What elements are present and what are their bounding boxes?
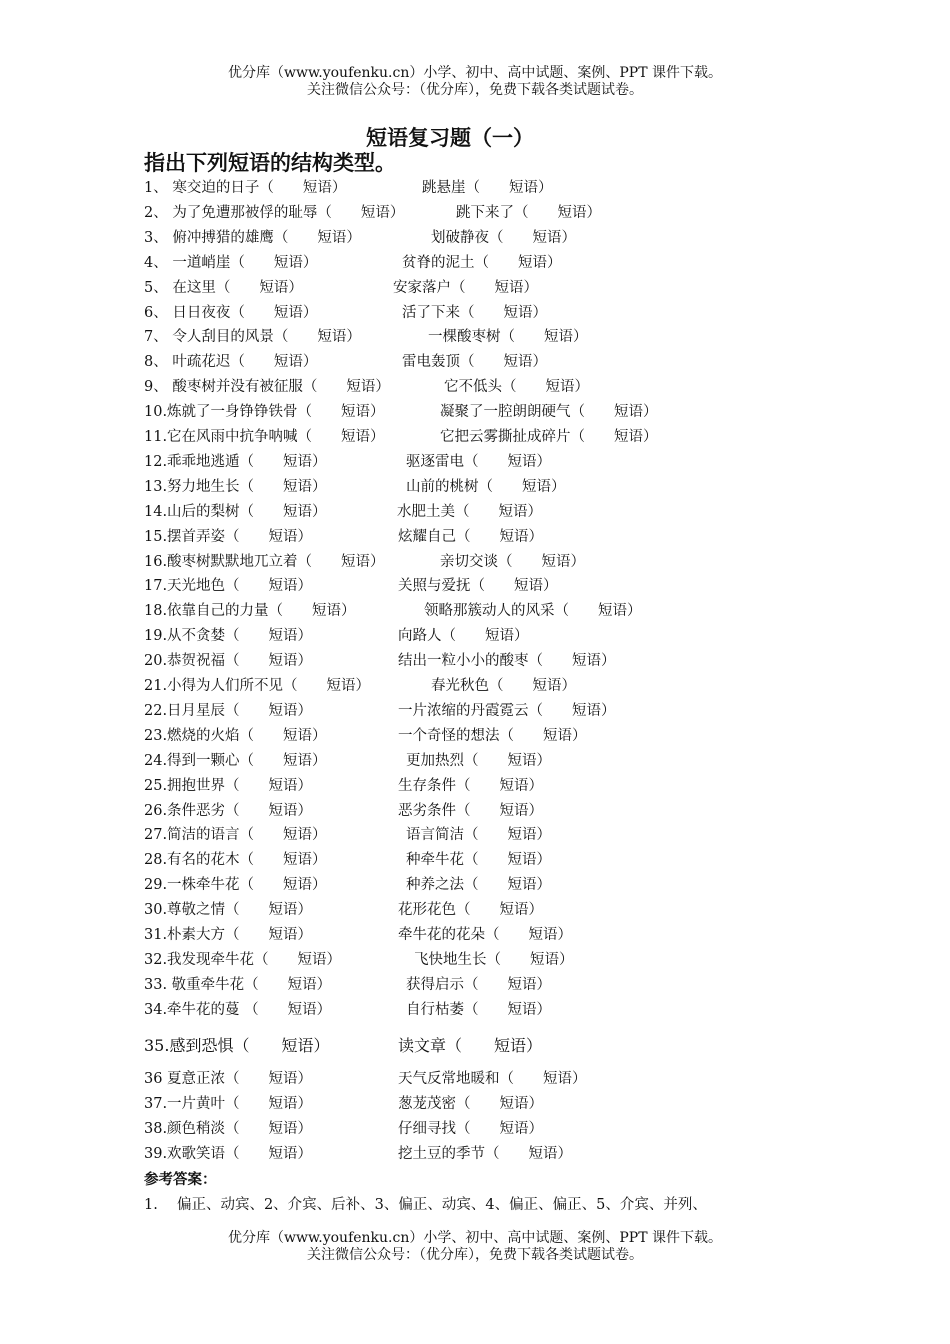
- exercise-item-left: 28.有名的花木（ 短语）: [144, 852, 327, 869]
- page-title: 短语复习题（一）: [366, 126, 534, 150]
- exercise-item-left: 2、 为了免遭那被俘的耻辱（ 短语）: [144, 204, 405, 221]
- exercise-item-right: 仔细寻找（ 短语）: [398, 1120, 543, 1137]
- exercise-item-left: 32.我发现牵牛花（ 短语）: [144, 951, 342, 968]
- exercise-item-right: 恶劣条件（ 短语）: [398, 802, 543, 819]
- page-header: [0, 65, 950, 99]
- exercise-item-right: 葱茏茂密（ 短语）: [398, 1096, 543, 1112]
- exercise-item-left: 14.山后的梨树（ 短语）: [144, 503, 327, 520]
- footer-line-2: 关注微信公众号：（优分库），免费下载各类试题试卷。: [307, 1247, 643, 1263]
- exercise-item-right: 一片浓缩的丹霞霓云（ 短语）: [398, 702, 616, 719]
- header-line-1: 优分库（www.youfenku.cn）小学、初中、高中试题、案例、PPT 课件下载。: [227, 65, 722, 81]
- exercise-item-left: 22.日月星辰（ 短语）: [144, 702, 313, 719]
- exercise-item-right: 跳下来了（ 短语）: [456, 204, 601, 221]
- exercise-item-right: 种牵牛花（ 短语）: [406, 852, 551, 869]
- exercise-item-right: 亲切交谈（ 短语）: [440, 553, 585, 570]
- exercise-item-left: 35.感到恐惧（ 短语）: [144, 1036, 330, 1055]
- exercise-item-left: 29.一株牵牛花（ 短语）: [144, 877, 327, 894]
- exercise-item-left: 16.酸枣树默默地兀立着（ 短语）: [144, 553, 385, 570]
- exercise-item-right: 语言简洁（ 短语）: [406, 827, 551, 844]
- exercise-item-right: 天气反常地暖和（ 短语）: [398, 1071, 587, 1087]
- answers-line: 1. 偏正、动宾、2、介宾、后补、3、偏正、动宾、4、偏正、偏正、5、介宾、并列、: [144, 1197, 707, 1213]
- exercise-item-left: 33. 敬重牵牛花（ 短语）: [144, 976, 332, 993]
- exercise-item-left: 19.从不贪婪（ 短语）: [144, 628, 313, 645]
- answers-label: 参考答案：: [144, 1171, 217, 1188]
- exercise-item-right: 一个奇怪的想法（ 短语）: [398, 727, 587, 744]
- exercise-item-right: 山前的桃树（ 短语）: [406, 478, 566, 495]
- exercise-item-right: 结出一粒小小的酸枣（ 短语）: [398, 653, 616, 670]
- exercise-item-right: 飞快地生长（ 短语）: [414, 951, 574, 968]
- exercise-item-right: 领略那簇动人的风采（ 短语）: [424, 603, 642, 620]
- exercise-item-left: 15.摆首弄姿（ 短语）: [144, 528, 313, 545]
- exercise-item-right: 读文章（ 短语）: [398, 1036, 543, 1055]
- exercise-item-right: 种养之法（ 短语）: [406, 877, 551, 894]
- exercise-item-left: 20.恭贺祝福（ 短语）: [144, 653, 313, 670]
- exercise-item-left: 24.得到一颗心（ 短语）: [144, 752, 327, 769]
- exercise-item-right: 安家落户（ 短语）: [393, 279, 538, 296]
- exercise-item-left: 25.拥抱世界（ 短语）: [144, 777, 313, 794]
- exercise-item-left: 10.炼就了一身铮铮铁骨（ 短语）: [144, 404, 385, 421]
- exercise-item-right: 雷电轰顶（ 短语）: [402, 354, 547, 371]
- page-footer: [0, 1230, 950, 1264]
- instruction-heading: 指出下列短语的结构类型。: [144, 151, 396, 175]
- exercise-item-right: 炫耀自己（ 短语）: [398, 528, 543, 545]
- exercise-item-left: 4、 一道峭崖（ 短语）: [144, 254, 318, 271]
- exercise-item-left: 6、 日日夜夜（ 短语）: [144, 304, 318, 321]
- exercise-item-right: 花形花色（ 短语）: [398, 902, 543, 919]
- exercise-item-left: 18.依靠自己的力量（ 短语）: [144, 603, 356, 620]
- exercise-item-left: 26.条件恶劣（ 短语）: [144, 802, 313, 819]
- footer-line-1: 优分库（www.youfenku.cn）小学、初中、高中试题、案例、PPT 课件下载。: [227, 1230, 722, 1246]
- exercise-item-left: 23.燃烧的火焰（ 短语）: [144, 727, 327, 744]
- exercise-item-right: 关照与爱抚（ 短语）: [398, 578, 558, 595]
- exercise-item-right: 它不低头（ 短语）: [444, 379, 589, 396]
- exercise-item-right: 挖土豆的季节（ 短语）: [398, 1145, 572, 1162]
- exercise-item-right: 凝聚了一腔朗朗硬气（ 短语）: [440, 404, 658, 421]
- exercise-item-left: 37.一片黄叶（ 短语）: [144, 1096, 313, 1112]
- exercise-item-right: 春光秋色（ 短语）: [431, 678, 576, 694]
- exercise-item-left: 3、 俯冲搏猎的雄鹰（ 短语）: [144, 229, 361, 246]
- exercise-item-left: 30.尊敬之情（ 短语）: [144, 902, 313, 919]
- exercise-item-left: 31.朴素大方（ 短语）: [144, 927, 313, 943]
- exercise-item-right: 获得启示（ 短语）: [406, 976, 551, 993]
- exercise-item-left: 17.天光地色（ 短语）: [144, 578, 313, 595]
- exercise-item-left: 12.乖乖地逃遁（ 短语）: [144, 453, 327, 470]
- exercise-item-left: 34.牵牛花的蔓 （ 短语）: [144, 1001, 332, 1018]
- exercise-item-right: 划破静夜（ 短语）: [431, 229, 576, 246]
- exercise-item-right: 生存条件（ 短语）: [398, 777, 543, 794]
- exercise-item-right: 牵牛花的花朵（ 短语）: [398, 927, 572, 943]
- exercise-item-left: 7、 令人刮目的风景（ 短语）: [144, 329, 361, 346]
- exercise-item-left: 13.努力地生长（ 短语）: [144, 478, 327, 495]
- exercise-item-left: 38.颜色稍淡（ 短语）: [144, 1120, 313, 1137]
- exercise-item-left: 11.它在风雨中抗争呐喊（ 短语）: [144, 429, 385, 445]
- exercise-item-right: 一棵酸枣树（ 短语）: [428, 329, 588, 346]
- exercise-item-right: 贫脊的泥土（ 短语）: [402, 254, 562, 271]
- exercise-item-left: 8、 叶疏花迟（ 短语）: [144, 354, 318, 371]
- exercise-item-right: 活了下来（ 短语）: [402, 304, 547, 321]
- exercise-item-right: 自行枯萎（ 短语）: [406, 1001, 551, 1018]
- exercise-item-right: 驱逐雷电（ 短语）: [406, 453, 551, 470]
- exercise-item-left: 1、 寒交迫的日子（ 短语）: [144, 180, 347, 196]
- exercise-item-left: 27.简洁的语言（ 短语）: [144, 827, 327, 844]
- exercise-item-right: 它把云雾撕扯成碎片（ 短语）: [440, 429, 658, 445]
- exercise-item-right: 跳悬崖（ 短语）: [422, 180, 553, 196]
- exercise-item-right: 更加热烈（ 短语）: [406, 752, 551, 769]
- exercise-item-left: 36 夏意正浓（ 短语）: [144, 1071, 313, 1087]
- exercise-item-left: 5、 在这里（ 短语）: [144, 279, 303, 296]
- exercise-item-left: 21.小得为人们所不见（ 短语）: [144, 678, 371, 694]
- header-line-2: 关注微信公众号：（优分库），免费下载各类试题试卷。: [307, 82, 643, 98]
- exercise-item-right: 水肥土美（ 短语）: [397, 503, 542, 520]
- exercise-item-left: 39.欢歌笑语（ 短语）: [144, 1145, 313, 1162]
- exercise-item-right: 向路人（ 短语）: [398, 628, 529, 645]
- exercise-item-left: 9、 酸枣树并没有被征服（ 短语）: [144, 379, 390, 396]
